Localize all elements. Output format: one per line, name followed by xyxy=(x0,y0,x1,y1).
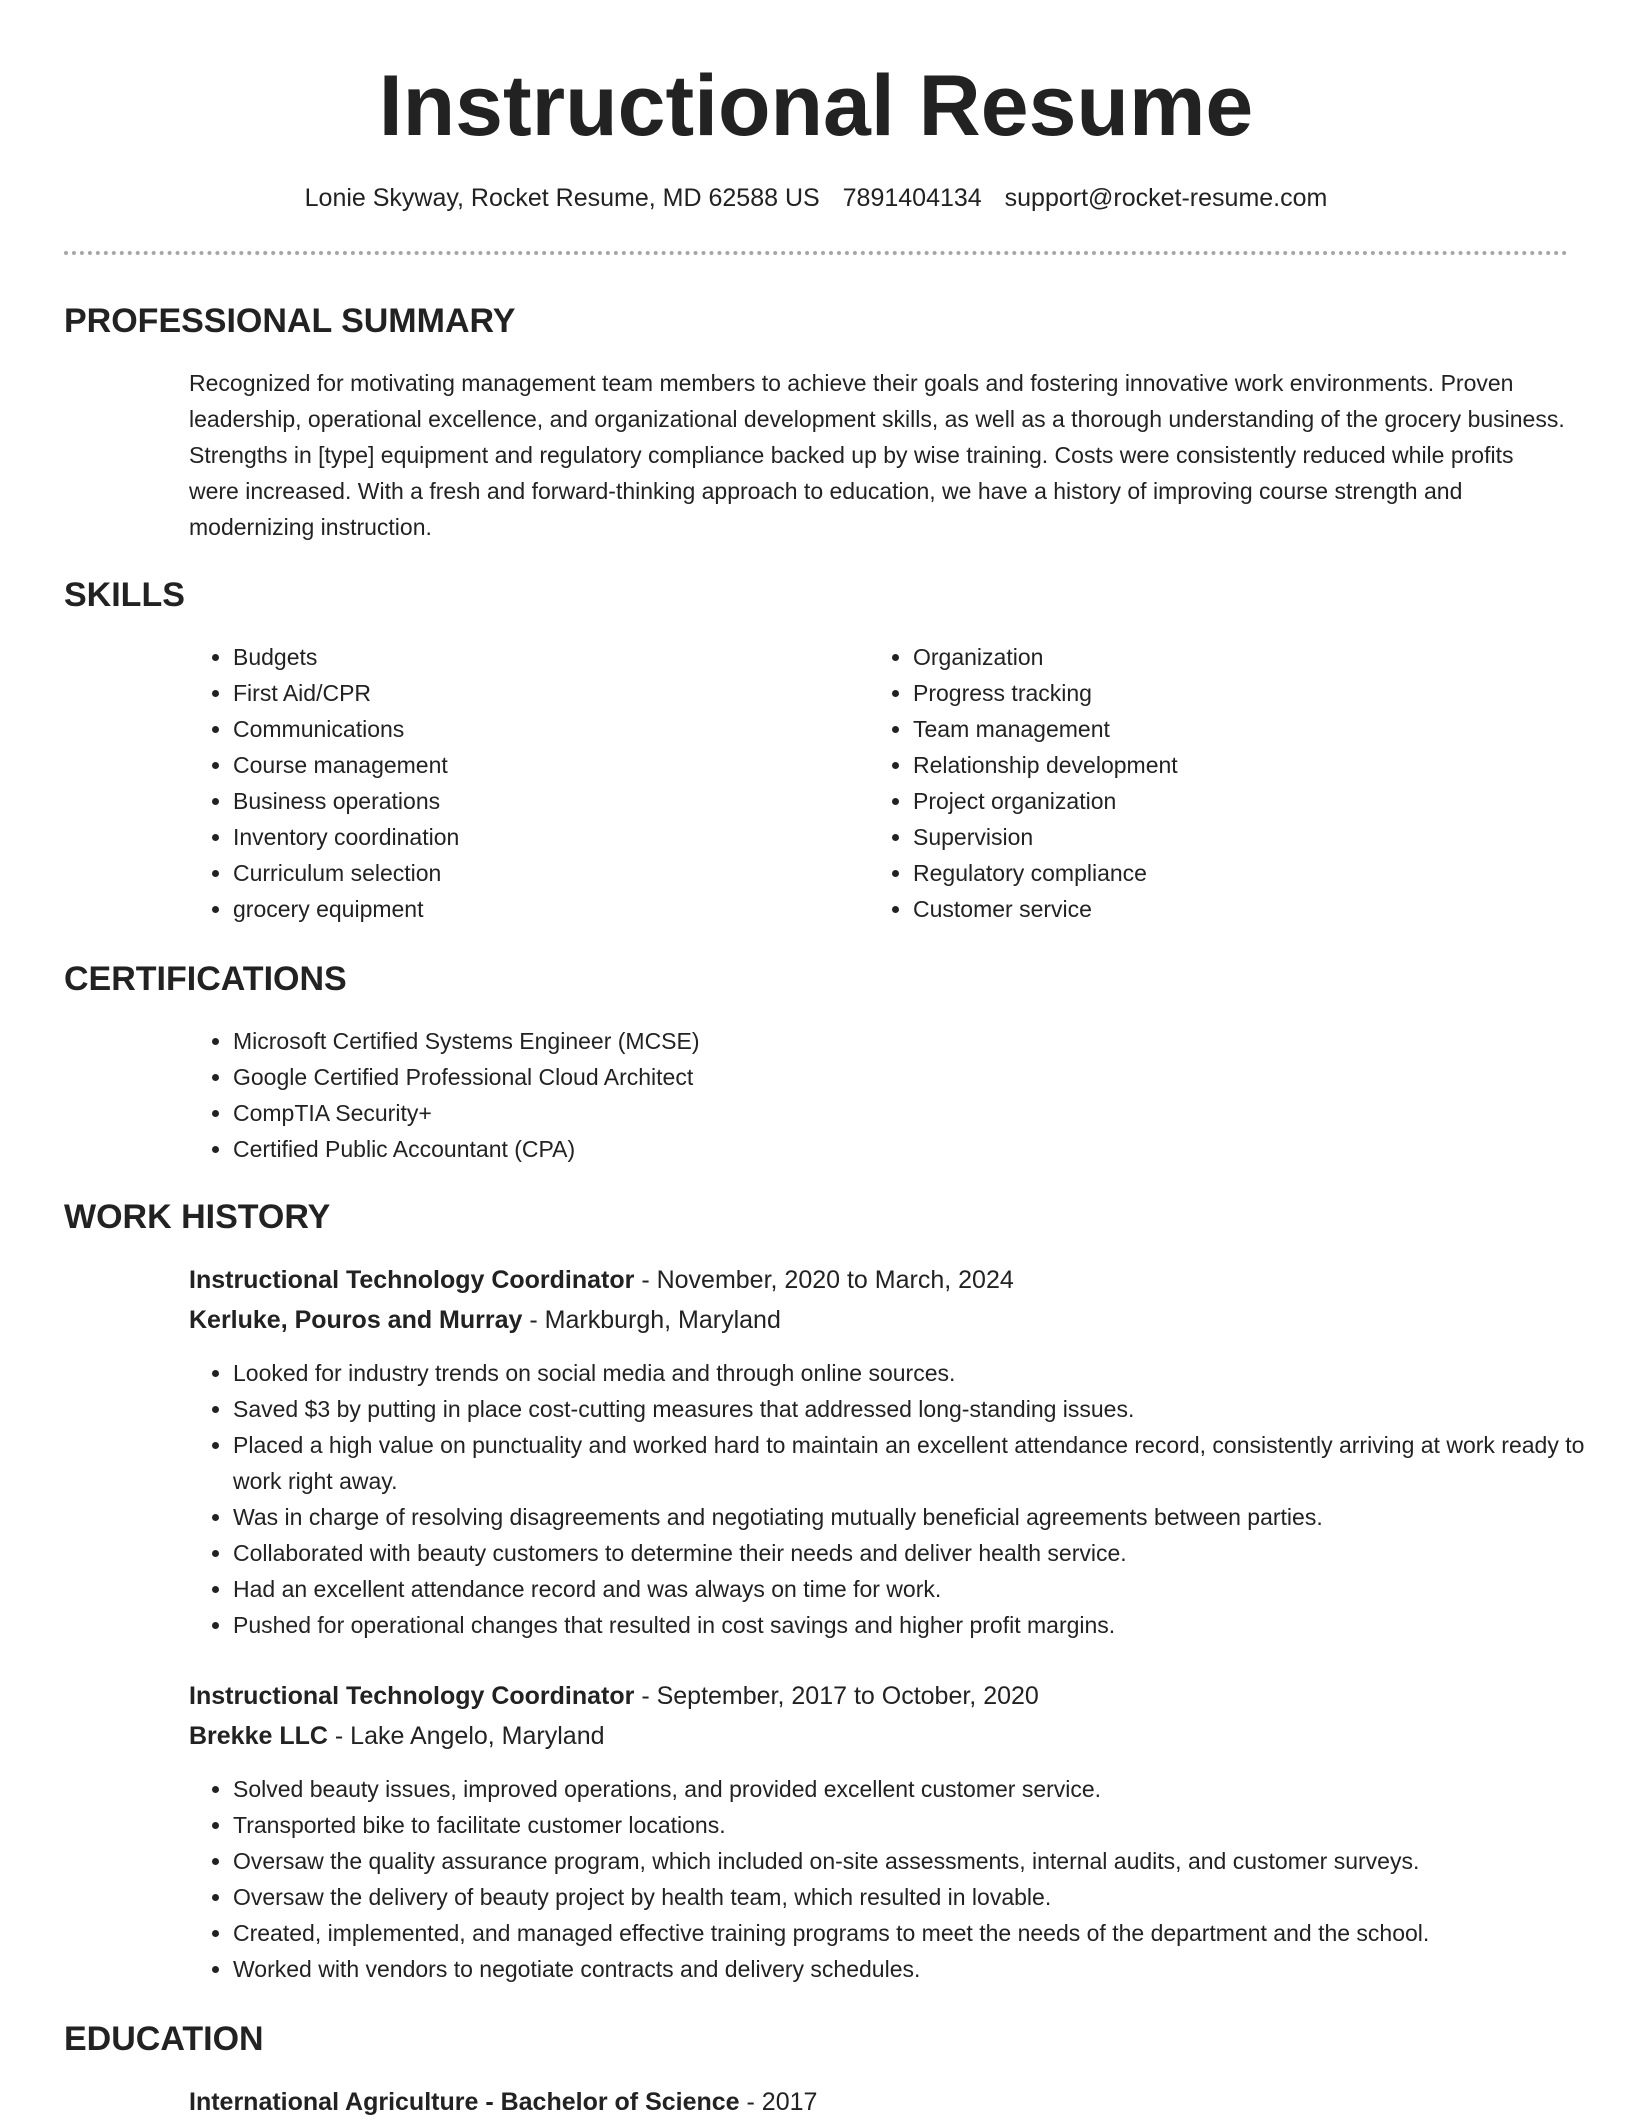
contact-address: Lonie Skyway, Rocket Resume, MD 62588 US xyxy=(304,184,820,212)
education-degree: International Agriculture - Bachelor of Science xyxy=(189,2088,740,2116)
list-item: • Budgets xyxy=(233,639,853,675)
list-item: • Placed a high value on punctuality and worked hard to maintain an excellent attendance record, consistently arriving at work ready to work right away. xyxy=(233,1427,1613,1499)
list-item: • Team management xyxy=(913,711,1533,747)
list-item: • Regulatory compliance xyxy=(913,855,1533,891)
list-item: • Relationship development xyxy=(913,747,1533,783)
list-item: • Progress tracking xyxy=(913,675,1533,711)
job-location: - Lake Angelo, Maryland xyxy=(327,1722,605,1750)
skills-list-right xyxy=(869,639,1533,927)
resume-title: Instructional Resume xyxy=(378,58,1254,154)
list-item: • Oversaw the quality assurance program, which included on-site assessments, internal audits, and customer surveys. xyxy=(233,1843,1613,1879)
job-company-line xyxy=(189,1301,781,1339)
list-item: • First Aid/CPR xyxy=(233,675,853,711)
job-company-line xyxy=(189,1717,605,1755)
header-divider xyxy=(64,251,1568,255)
contact-line xyxy=(0,180,1632,216)
contact-phone: 7891404134 xyxy=(842,184,982,212)
contact-email[interactable]: support@rocket-resume.com xyxy=(1004,184,1328,212)
certifications-heading: CERTIFICATIONS xyxy=(64,960,347,998)
list-item: • Had an excellent attendance record and was always on time for work. xyxy=(233,1571,1613,1607)
list-item: • Course management xyxy=(233,747,853,783)
certifications-list xyxy=(189,1023,1533,1167)
list-item: • Customer service xyxy=(913,891,1533,927)
list-item: • Pushed for operational changes that resulted in cost savings and higher profit margins. xyxy=(233,1607,1613,1643)
list-item: • Worked with vendors to negotiate contracts and delivery schedules. xyxy=(233,1951,1613,1987)
job-bullets xyxy=(189,1771,1613,1987)
job-dates: - November, 2020 to March, 2024 xyxy=(634,1266,1014,1294)
education-heading: EDUCATION xyxy=(64,2020,264,2058)
summary-heading: PROFESSIONAL SUMMARY xyxy=(64,302,516,340)
list-item: • Certified Public Accountant (CPA) xyxy=(233,1131,1533,1167)
list-item: • Oversaw the delivery of beauty project by health team, which resulted in lovable. xyxy=(233,1879,1613,1915)
job-bullets xyxy=(189,1355,1613,1643)
list-item: • Saved $3 by putting in place cost-cutting measures that addressed long-standing issues. xyxy=(233,1391,1613,1427)
job-dates: - September, 2017 to October, 2020 xyxy=(634,1682,1039,1710)
list-item: • Project organization xyxy=(913,783,1533,819)
job-location: - Markburgh, Maryland xyxy=(522,1306,781,1334)
list-item: • Looked for industry trends on social media and through online sources. xyxy=(233,1355,1613,1391)
list-item: • Collaborated with beauty customers to determine their needs and deliver health service. xyxy=(233,1535,1613,1571)
education-year: - 2017 xyxy=(739,2088,818,2116)
list-item: • Organization xyxy=(913,639,1533,675)
skills-list-left xyxy=(189,639,853,927)
list-item: • Transported bike to facilitate customer locations. xyxy=(233,1807,1613,1843)
list-item: • Supervision xyxy=(913,819,1533,855)
job-company: Brekke LLC xyxy=(189,1722,328,1750)
job-company: Kerluke, Pouros and Murray xyxy=(189,1306,523,1334)
job-title-line xyxy=(189,1677,1039,1715)
job-title-line xyxy=(189,1261,1014,1299)
list-item: • Google Certified Professional Cloud Architect xyxy=(233,1059,1533,1095)
list-item: • grocery equipment xyxy=(233,891,853,927)
list-item: • Inventory coordination xyxy=(233,819,853,855)
list-item: • Created, implemented, and managed effective training programs to meet the needs of the department and the school. xyxy=(233,1915,1613,1951)
skills-heading: SKILLS xyxy=(64,576,185,614)
job-title: Instructional Technology Coordinator xyxy=(189,1266,635,1294)
summary-text: Recognized for motivating management team members to achieve their goals and fostering innovative work environments. Proven leadership, operational excellence, and organizational development skills, as well as a thorough understanding of the grocery business. Strengths in [type] equipment and regulatory compliance backed up by wise training. Costs were consistently reduced while profits were increased. With a fresh and forward-thinking approach to education, we have a history of improving course strength and modernizing instruction. xyxy=(189,370,1565,540)
job-title: Instructional Technology Coordinator xyxy=(189,1682,635,1710)
list-item: • Microsoft Certified Systems Engineer (MCSE) xyxy=(233,1023,1533,1059)
list-item: • Communications xyxy=(233,711,853,747)
work-history-heading: WORK HISTORY xyxy=(64,1198,331,1236)
list-item: • Business operations xyxy=(233,783,853,819)
list-item: • Curriculum selection xyxy=(233,855,853,891)
education-line xyxy=(189,2083,817,2121)
list-item: • CompTIA Security+ xyxy=(233,1095,1533,1131)
list-item: • Was in charge of resolving disagreements and negotiating mutually beneficial agreements between parties. xyxy=(233,1499,1613,1535)
list-item: • Solved beauty issues, improved operations, and provided excellent customer service. xyxy=(233,1771,1613,1807)
